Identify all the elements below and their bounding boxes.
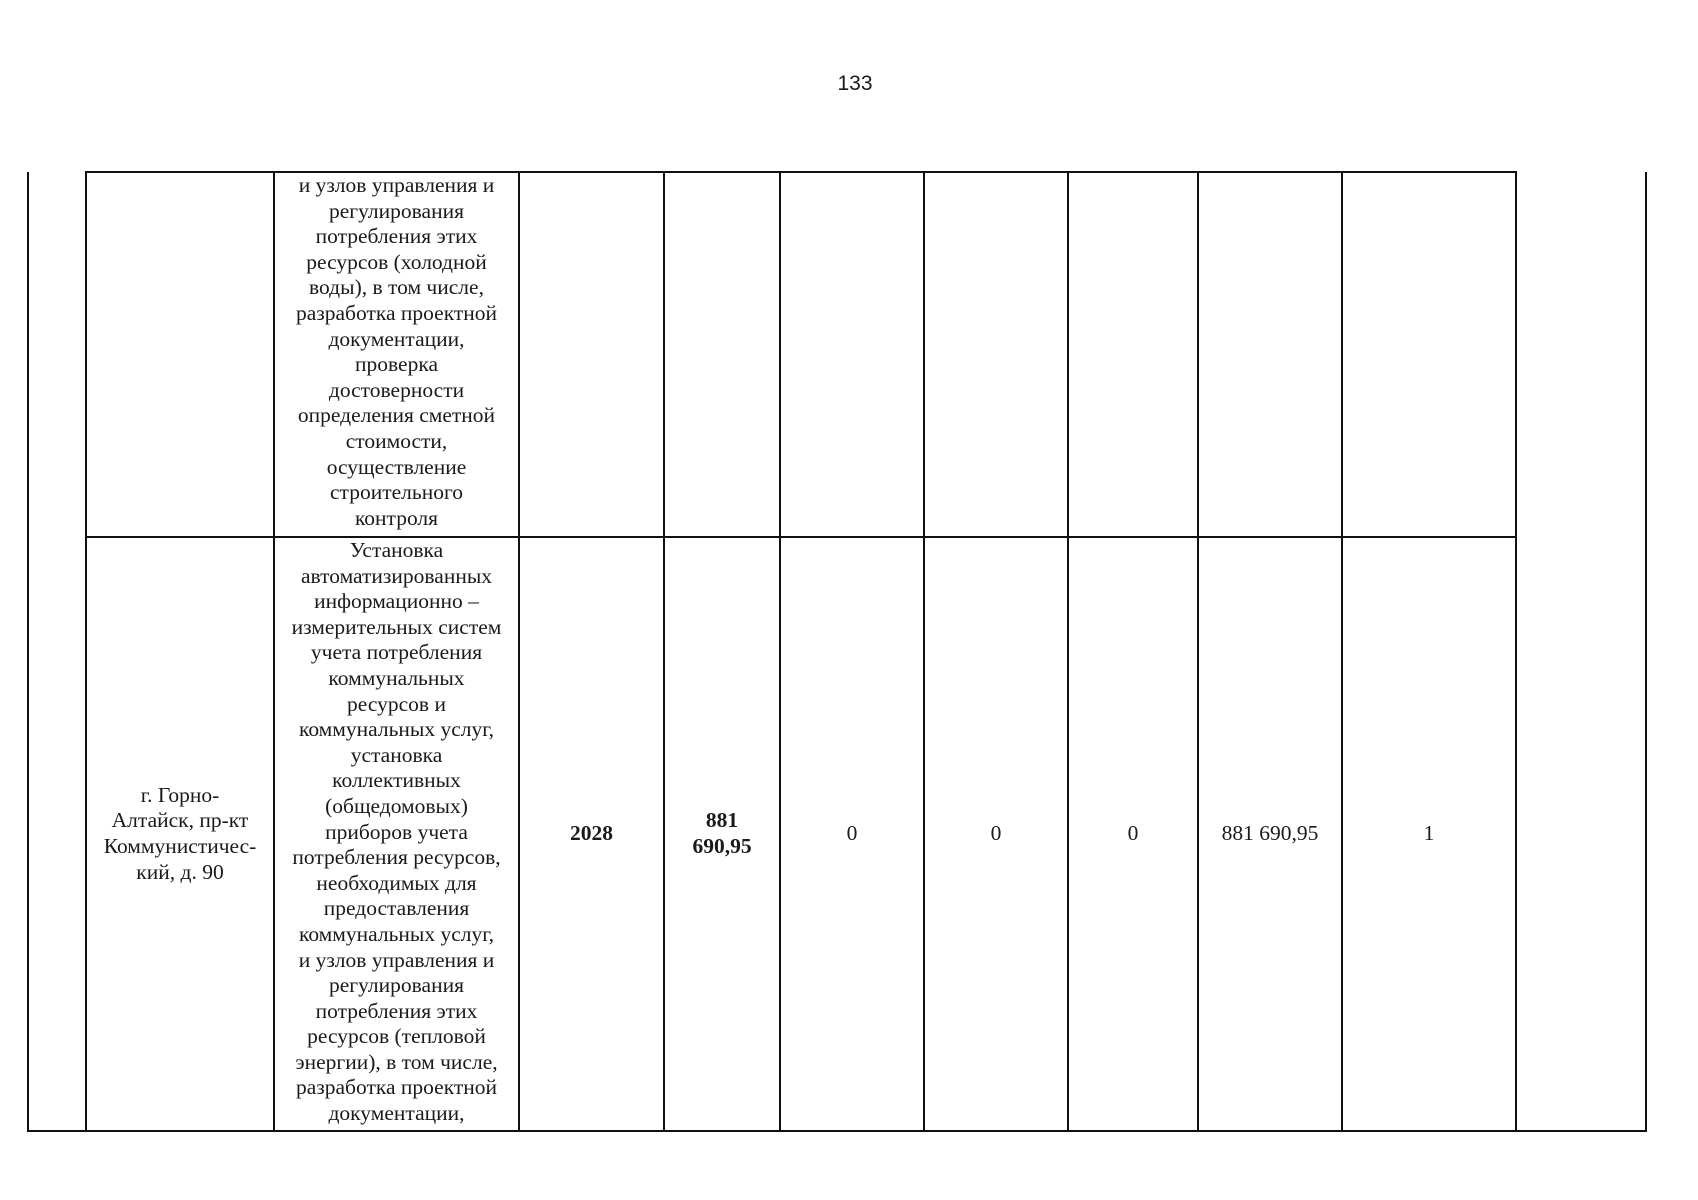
total-cost-line: 690,95 (692, 834, 752, 858)
notes-cell (1516, 172, 1646, 1131)
description-line: и узлов управления и (298, 173, 495, 197)
total-cost-cell (664, 172, 780, 537)
region-cost-cell (924, 172, 1068, 537)
description-line: автоматизированных (300, 563, 493, 588)
description-line: стоимости, (345, 428, 448, 453)
description-line: ресурсов и (347, 691, 446, 716)
local-cost-cell (1068, 172, 1198, 537)
address-line: кий, д. 90 (136, 859, 224, 884)
region-cost-cell: 0 (924, 537, 1068, 1131)
description-line: коммунальных услуг, (298, 921, 495, 946)
owners-cost-cell (1198, 172, 1342, 537)
works-table-wrapper (27, 171, 1647, 1132)
description-line: коллективных (332, 768, 461, 793)
description-line: потребления этих (315, 998, 478, 1023)
description-line: предоставления (323, 896, 470, 921)
address-line: г. Горно- (140, 782, 220, 807)
description-line: ресурсов (холодной (306, 249, 487, 274)
year-cell (519, 172, 664, 537)
page-number: 133 (837, 72, 873, 95)
table-row (28, 172, 1646, 537)
description-line: Установка (349, 538, 444, 562)
description-line: (общедомовых) (325, 793, 468, 818)
local-cost-cell: 0 (1068, 537, 1198, 1131)
description-line: строительного (330, 480, 463, 505)
address-cell (86, 172, 274, 537)
address-line: Алтайск, пр-кт (111, 808, 249, 833)
description-line: регулирования (329, 973, 464, 998)
count-cell: 1 (1342, 537, 1516, 1131)
description-line: приборов учета (325, 819, 468, 844)
description-line: ресурсов (тепловой (307, 1024, 486, 1049)
description-line: информационно – (314, 589, 479, 614)
work-description-cell (274, 172, 519, 537)
description-line: и узлов управления и (298, 947, 495, 972)
description-line: проверка (355, 352, 438, 377)
description-line: необходимых для (316, 870, 477, 895)
description-line: разработка проектной (295, 300, 498, 325)
description-line: осуществление (326, 454, 467, 479)
work-description-cell (274, 537, 519, 1131)
description-line: коммунальных услуг, (298, 717, 495, 742)
description-line: определения сметной (297, 403, 496, 428)
fund-cost-cell: 0 (780, 537, 924, 1131)
description-line: измерительных систем (291, 614, 502, 639)
table-row (28, 537, 1646, 1131)
description-line: учета потребления (310, 640, 483, 665)
row-number-cell (28, 172, 86, 1131)
description-line: контроля (354, 505, 439, 530)
description-line: коммунальных (328, 665, 465, 690)
total-cost-line: 881 (705, 808, 739, 833)
year-cell: 2028 (519, 537, 664, 1131)
description-line: документации, (328, 1101, 465, 1126)
description-line: потребления этих (315, 224, 478, 249)
fund-cost-cell (780, 172, 924, 537)
description-line: регулирования (329, 198, 464, 223)
description-line: воды), в том числе, (309, 275, 484, 300)
description-line: документации, (328, 326, 465, 351)
description-line: энергии), в том числе, (295, 1049, 498, 1074)
works-table (27, 171, 1647, 1132)
description-line: установка (350, 742, 443, 767)
owners-cost-cell: 881 690,95 (1198, 537, 1342, 1131)
total-cost-cell (664, 537, 780, 1131)
address-cell (86, 537, 274, 1131)
count-cell (1342, 172, 1516, 537)
description-line: достоверности (328, 377, 465, 402)
description-line: потребления ресурсов, (292, 845, 501, 870)
description-line: разработка проектной (295, 1075, 498, 1100)
address-line: Коммунистичес- (103, 834, 257, 858)
